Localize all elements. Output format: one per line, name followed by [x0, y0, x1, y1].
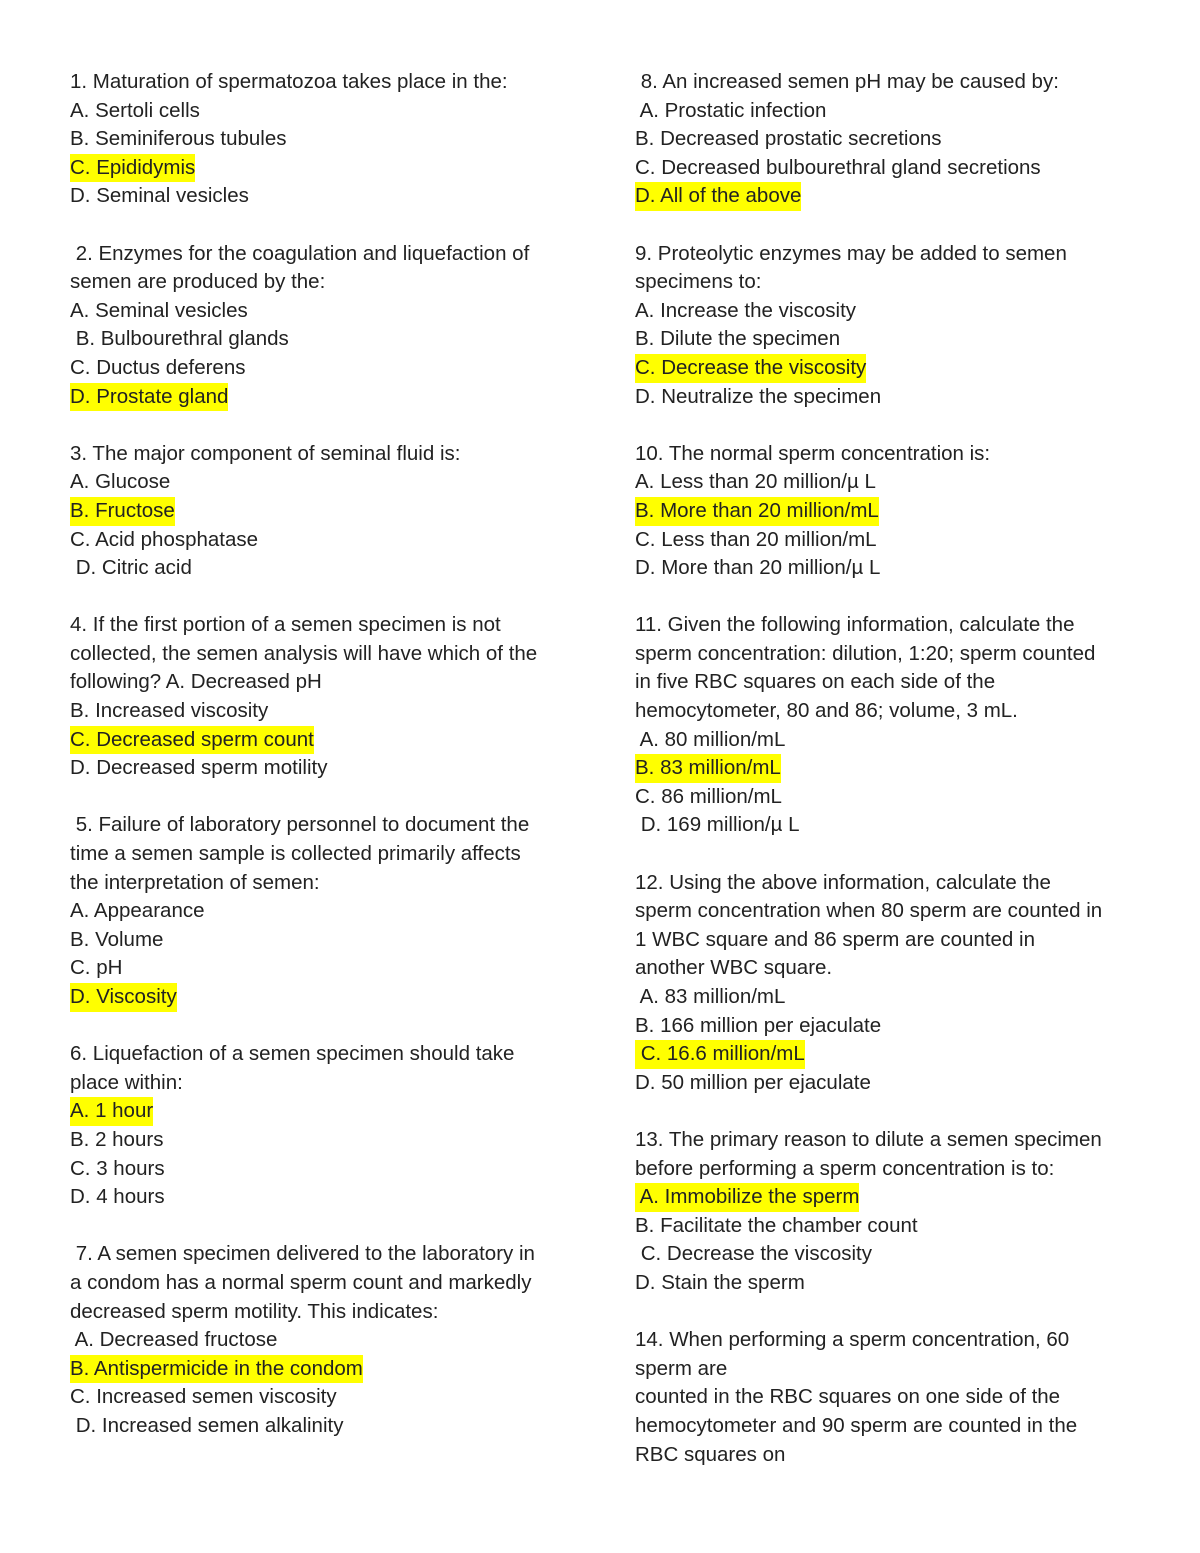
line-text: counted in the RBC squares on one side of the	[635, 1385, 1061, 1409]
answer-option	[70, 926, 570, 955]
line-text: A. Seminal vesicles	[70, 298, 248, 322]
right-column	[635, 68, 1135, 1498]
line-text: sperm concentration: dilution, 1:20; sperm counted	[635, 641, 1096, 665]
question-text-line	[70, 240, 570, 269]
question-text-line	[70, 268, 570, 297]
line-text: D. Neutralize the specimen	[635, 384, 882, 408]
line-text: collected, the semen analysis will have which of the	[70, 641, 538, 665]
line-text: C. Increased semen viscosity	[70, 1385, 337, 1409]
line-text: B. Decreased prostatic secretions	[635, 127, 942, 151]
question-text-line	[635, 1441, 1135, 1470]
answer-option	[70, 1155, 570, 1184]
question-text-line	[635, 1126, 1135, 1155]
line-text: A. 83 million/mL	[635, 985, 786, 1008]
line-text: before performing a sperm concentration is to:	[635, 1156, 1055, 1180]
line-text: C. pH	[70, 956, 123, 980]
answer-option	[635, 1069, 1135, 1098]
line-text: D. Stain the sperm	[635, 1270, 805, 1294]
line-text: A. Appearance	[70, 899, 205, 923]
answer-option	[635, 554, 1135, 583]
answer-highlighted	[635, 354, 1135, 383]
line-text: 10. The normal sperm concentration is:	[635, 441, 991, 465]
question-13	[635, 1126, 1135, 1298]
question-3	[70, 440, 570, 583]
line-text: 1 WBC square and 86 sperm are counted in	[635, 927, 1035, 951]
line-text: C. Ductus deferens	[70, 355, 246, 379]
question-text-line	[635, 1412, 1135, 1441]
answer-option	[70, 325, 570, 354]
question-text-line	[70, 811, 570, 840]
line-text: B. Seminiferous tubules	[70, 127, 287, 151]
line-text: C. 16.6 million/mL	[635, 1040, 805, 1069]
answer-option	[70, 554, 570, 583]
line-text: B. 2 hours	[70, 1127, 164, 1151]
question-5	[70, 811, 570, 1011]
line-text: sperm concentration when 80 sperm are counted in	[635, 899, 1103, 923]
question-text-line	[635, 926, 1135, 955]
question-text-line	[70, 1240, 570, 1269]
question-text-line	[635, 640, 1135, 669]
answer-option	[70, 897, 570, 926]
line-text: C. Acid phosphatase	[70, 527, 259, 551]
line-text: 6. Liquefaction of a semen specimen should take	[70, 1042, 515, 1066]
line-text: 12. Using the above information, calculate the	[635, 870, 1051, 894]
question-text-line	[635, 268, 1135, 297]
line-text: time a semen sample is collected primarily affects	[70, 842, 521, 866]
line-text: D. More than 20 million/µ L	[635, 556, 881, 580]
question-text-line	[635, 897, 1135, 926]
line-text: 5. Failure of laboratory personnel to document the	[70, 813, 530, 837]
line-text: following? A. Decreased pH	[70, 670, 322, 694]
line-text: 8. An increased semen pH may be caused by:	[635, 70, 1059, 93]
answer-option	[635, 125, 1135, 154]
answer-option	[635, 1240, 1135, 1269]
line-text: B. 166 million per ejaculate	[635, 1013, 882, 1037]
line-text: sperm are	[635, 1356, 728, 1380]
question-text-line	[70, 440, 570, 469]
line-text: 14. When performing a sperm concentration, 60	[635, 1328, 1070, 1352]
line-text: another WBC square.	[635, 956, 833, 980]
line-text: 13. The primary reason to dilute a semen specimen	[635, 1127, 1102, 1151]
answer-highlighted	[635, 182, 1135, 211]
question-text-line	[635, 869, 1135, 898]
line-text: A. Glucose	[70, 470, 171, 494]
answer-option	[635, 1212, 1135, 1241]
question-14	[635, 1326, 1135, 1469]
line-text: A. 1 hour	[70, 1097, 153, 1126]
question-text-line	[635, 668, 1135, 697]
line-text: B. Antispermicide in the condom	[70, 1355, 363, 1384]
line-text: 9. Proteolytic enzymes may be added to semen	[635, 241, 1067, 265]
question-text-line	[635, 1155, 1135, 1184]
line-text: the interpretation of semen:	[70, 870, 320, 894]
question-10	[635, 440, 1135, 583]
line-text: D. Prostate gland	[70, 383, 228, 412]
answer-highlighted	[635, 497, 1135, 526]
answer-option	[635, 526, 1135, 555]
answer-option	[70, 182, 570, 211]
answer-option	[70, 526, 570, 555]
answer-highlighted	[635, 1040, 1135, 1069]
answer-option	[635, 726, 1135, 755]
question-text-line	[70, 1298, 570, 1327]
question-1	[70, 68, 570, 211]
line-text: 11. Given the following information, calculate the	[635, 613, 1075, 637]
line-text: A. Prostatic infection	[635, 98, 827, 122]
line-text: 7. A semen specimen delivered to the laboratory in	[70, 1242, 535, 1266]
line-text: A. Decreased fructose	[70, 1328, 278, 1352]
line-text: D. Citric acid	[70, 556, 192, 580]
line-text: B. Dilute the specimen	[635, 327, 841, 351]
line-text: hemocytometer and 90 sperm are counted in the	[635, 1413, 1078, 1437]
line-text: B. Fructose	[70, 497, 175, 526]
answer-option	[70, 1326, 570, 1355]
line-text: 2. Enzymes for the coagulation and liquefaction of	[70, 241, 530, 265]
question-text-line	[70, 1040, 570, 1069]
answer-option	[635, 983, 1135, 1012]
answer-option	[635, 97, 1135, 126]
line-text: A. 80 million/mL	[635, 727, 786, 751]
answer-option	[70, 354, 570, 383]
line-text: C. Decreased sperm count	[70, 726, 314, 755]
line-text: RBC squares on	[635, 1442, 786, 1466]
answer-option	[70, 297, 570, 326]
answer-option	[70, 97, 570, 126]
answer-option	[70, 1183, 570, 1212]
answer-option	[70, 468, 570, 497]
question-8	[635, 68, 1135, 211]
question-text-line	[635, 611, 1135, 640]
answer-option	[70, 754, 570, 783]
line-text: B. Bulbourethral glands	[70, 327, 289, 351]
question-text-line	[70, 640, 570, 669]
line-text: C. Less than 20 million/mL	[635, 527, 877, 551]
answer-option	[70, 697, 570, 726]
line-text: B. Increased viscosity	[70, 699, 269, 723]
left-column	[70, 68, 570, 1469]
answer-option	[635, 1012, 1135, 1041]
question-4	[70, 611, 570, 783]
line-text: 3. The major component of seminal fluid is:	[70, 441, 461, 465]
answer-option	[70, 1126, 570, 1155]
answer-highlighted	[70, 497, 570, 526]
answer-highlighted	[70, 383, 570, 412]
line-text: C. Epididymis	[70, 154, 195, 183]
question-11	[635, 611, 1135, 840]
answer-option	[635, 383, 1135, 412]
line-text: D. 50 million per ejaculate	[635, 1070, 871, 1094]
line-text: A. Less than 20 million/µ L	[635, 470, 876, 494]
line-text: D. All of the above	[635, 182, 801, 211]
answer-option	[635, 297, 1135, 326]
question-text-line	[70, 1069, 570, 1098]
question-text-line	[635, 697, 1135, 726]
line-text: C. Decrease the viscosity	[635, 1242, 872, 1266]
answer-option	[70, 1412, 570, 1441]
line-text: place within:	[70, 1070, 183, 1094]
answer-highlighted	[70, 726, 570, 755]
line-text: C. Decrease the viscosity	[635, 354, 866, 383]
line-text: A. Immobilize the sperm	[635, 1183, 859, 1212]
line-text: B. 83 million/mL	[635, 754, 781, 783]
answer-option	[635, 154, 1135, 183]
question-text-line	[635, 1383, 1135, 1412]
question-text-line	[70, 1269, 570, 1298]
answer-highlighted	[70, 1355, 570, 1384]
line-text: D. 169 million/µ L	[635, 813, 800, 837]
question-text-line	[635, 68, 1135, 97]
answer-highlighted	[70, 983, 570, 1012]
question-text-line	[635, 954, 1135, 983]
line-text: specimens to:	[635, 270, 762, 294]
question-text-line	[635, 1326, 1135, 1355]
line-text: D. 4 hours	[70, 1185, 165, 1209]
answer-option	[635, 811, 1135, 840]
line-text: C. Decreased bulbourethral gland secretions	[635, 155, 1041, 179]
line-text: hemocytometer, 80 and 86; volume, 3 mL.	[635, 699, 1018, 723]
question-text-line	[635, 440, 1135, 469]
answer-option	[635, 325, 1135, 354]
question-text-line	[70, 668, 570, 697]
line-text: A. Increase the viscosity	[635, 298, 857, 322]
answer-highlighted	[635, 754, 1135, 783]
line-text: in five RBC squares on each side of the	[635, 670, 996, 694]
line-text: B. More than 20 million/mL	[635, 497, 879, 526]
question-9	[635, 240, 1135, 412]
line-text: C. 86 million/mL	[635, 784, 782, 808]
question-text-line	[635, 240, 1135, 269]
line-text: decreased sperm motility. This indicates:	[70, 1299, 439, 1323]
answer-option	[635, 1269, 1135, 1298]
answer-option	[635, 468, 1135, 497]
line-text: D. Seminal vesicles	[70, 184, 249, 208]
answer-highlighted	[635, 1183, 1135, 1212]
question-7	[70, 1240, 570, 1440]
line-text: 1. Maturation of spermatozoa takes place in the:	[70, 70, 508, 93]
question-6	[70, 1040, 570, 1212]
answer-option	[70, 1383, 570, 1412]
line-text: semen are produced by the:	[70, 270, 326, 294]
line-text: B. Facilitate the chamber count	[635, 1213, 918, 1237]
line-text: D. Decreased sperm motility	[70, 756, 328, 780]
question-text-line	[70, 68, 570, 97]
question-text-line	[635, 1355, 1135, 1384]
line-text: B. Volume	[70, 927, 164, 951]
line-text: A. Sertoli cells	[70, 98, 200, 122]
line-text: 4. If the first portion of a semen specimen is not	[70, 613, 501, 637]
question-2	[70, 240, 570, 412]
line-text: a condom has a normal sperm count and markedly	[70, 1270, 532, 1294]
answer-option	[635, 783, 1135, 812]
line-text: D. Viscosity	[70, 983, 177, 1012]
line-text: D. Increased semen alkalinity	[70, 1413, 344, 1437]
answer-highlighted	[70, 154, 570, 183]
question-12	[635, 869, 1135, 1098]
answer-option	[70, 954, 570, 983]
answer-highlighted	[70, 1097, 570, 1126]
question-text-line	[70, 869, 570, 898]
answer-option	[70, 125, 570, 154]
line-text: C. 3 hours	[70, 1156, 165, 1180]
question-text-line	[70, 840, 570, 869]
question-text-line	[70, 611, 570, 640]
